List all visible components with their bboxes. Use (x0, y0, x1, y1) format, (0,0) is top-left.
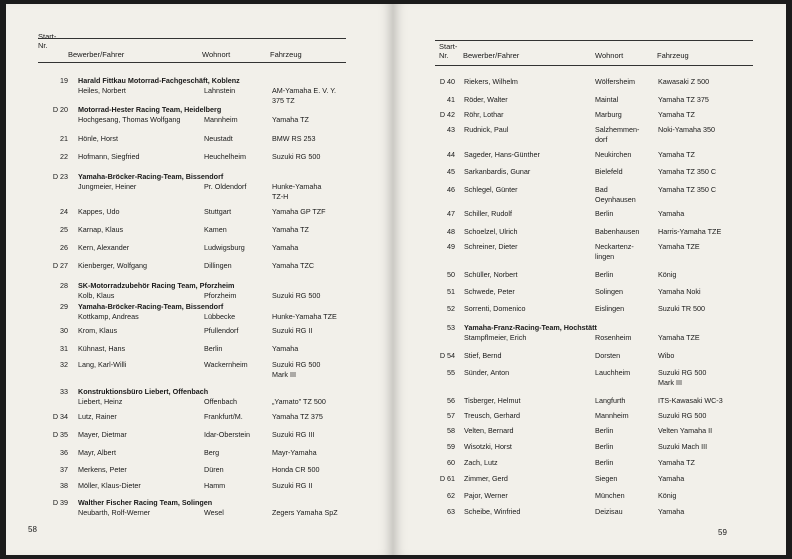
rider-name: Jungmeier, Heiner (78, 182, 137, 191)
header-rule-top (435, 40, 753, 41)
header-wohnort: Wohnort (595, 51, 624, 60)
fahrzeug: Yamaha TZE (658, 242, 700, 251)
rider-name: Hochgesang, Thomas Wolfgang (78, 115, 181, 124)
start-number: D 42 (439, 110, 455, 119)
rider-name: Sünder, Anton (464, 368, 510, 377)
fahrzeug: Yamaha GP TZF (272, 207, 326, 216)
rider-name: Kühnast, Hans (78, 344, 126, 353)
wohnort: Berlin (595, 426, 614, 435)
rider-name: Lang, Karl-Willi (78, 360, 127, 369)
fahrzeug: Suzuki RG 500 (658, 411, 707, 420)
wohnort: Ludwigsburg (204, 243, 245, 252)
start-number: 30 (60, 326, 68, 335)
start-number: 38 (60, 481, 68, 490)
rider-name: Rudnick, Paul (464, 125, 509, 134)
rider-name: Schlegel, Günter (464, 185, 518, 194)
fahrzeug: Yamaha TZ 375 (272, 412, 323, 421)
wohnort: Marburg (595, 110, 622, 119)
header-rule-bottom (435, 65, 753, 66)
wohnort: Kamen (204, 225, 227, 234)
fahrzeug: „Yamato" TZ 500 (272, 397, 326, 406)
rider-name: Sageder, Hans-Günther (464, 150, 540, 159)
wohnort: Siegen (595, 474, 618, 483)
fahrzeug: ITS-Kawasaki WC-3 (658, 396, 723, 405)
header-wohnort: Wohnort (202, 50, 231, 59)
start-number: 53 (447, 323, 455, 332)
right-page (393, 4, 786, 555)
start-number: 43 (447, 125, 455, 134)
rider-name: Sorrenti, Domenico (464, 304, 526, 313)
team-name: SK-Motorradzubehör Racing Team, Pforzheim (78, 281, 235, 290)
start-number: 51 (447, 287, 455, 296)
wohnort: Neustadt (204, 134, 233, 143)
start-number: 46 (447, 185, 455, 194)
rider-name: Lutz, Rainer (78, 412, 117, 421)
entry-row (393, 242, 786, 272)
start-number: 33 (60, 387, 68, 396)
wohnort: Eislingen (595, 304, 625, 313)
rider-name: Sarkanbardis, Gunar (464, 167, 531, 176)
fahrzeug: BMW RS 253 (272, 134, 316, 143)
rider-name: Stief, Bernd (464, 351, 502, 360)
wohnort: Rosenheim (595, 333, 632, 342)
start-number: 22 (60, 152, 68, 161)
rider-name: Tisberger, Helmut (464, 396, 521, 405)
fahrzeug-line2: Mark III (272, 370, 296, 379)
rider-name: Mayr, Albert (78, 448, 116, 457)
rider-name: Heiles, Norbert (78, 86, 126, 95)
page-number-right: 59 (718, 528, 727, 537)
rider-name: Schüller, Norbert (464, 270, 518, 279)
wohnort: Wesel (204, 508, 224, 517)
rider-name: Zimmer, Gerd (464, 474, 508, 483)
rider-name: Pajor, Werner (464, 491, 508, 500)
rider-name: Karnap, Klaus (78, 225, 124, 234)
rider-name: Schwede, Peter (464, 287, 515, 296)
rider-name: Schreiner, Dieter (464, 242, 518, 251)
rider-name: Hönle, Horst (78, 134, 118, 143)
wohnort: Lahnstein (204, 86, 236, 95)
start-number: 58 (447, 426, 455, 435)
wohnort: Lübbecke (204, 312, 236, 321)
rider-name: Schiller, Rudolf (464, 209, 512, 218)
start-number: 31 (60, 344, 68, 353)
left-page (6, 4, 393, 555)
start-number: D 34 (52, 412, 68, 421)
header-bewerber: Bewerber/Fahrer (463, 51, 520, 60)
entry-row (393, 507, 786, 537)
rider-name: Liebert, Heinz (78, 397, 123, 406)
fahrzeug: König (658, 491, 677, 500)
wohnort-line2: lingen (595, 252, 615, 261)
start-number: D 20 (52, 105, 68, 114)
team-name: Yamaha-Franz-Racing-Team, Hochstätt (464, 323, 597, 332)
wohnort: Mannheim (204, 115, 238, 124)
start-number: 21 (60, 134, 68, 143)
start-number: 47 (447, 209, 455, 218)
wohnort: Berlin (595, 442, 614, 451)
start-number: 52 (447, 304, 455, 313)
start-number: 36 (60, 448, 68, 457)
start-number: 48 (447, 227, 455, 236)
rider-name: Riekers, Wilhelm (464, 77, 518, 86)
wohnort: Offenbach (204, 397, 238, 406)
start-number: D 40 (439, 77, 455, 86)
rider-name: Treusch, Gerhard (464, 411, 521, 420)
start-number: 55 (447, 368, 455, 377)
entry-row (6, 76, 393, 106)
fahrzeug: Yamaha TZ (272, 115, 309, 124)
wohnort: Dorsten (595, 351, 621, 360)
fahrzeug: Yamaha (658, 209, 685, 218)
start-number: 25 (60, 225, 68, 234)
wohnort: Deizisau (595, 507, 623, 516)
wohnort-line2: Oeynhausen (595, 195, 636, 204)
wohnort: Berg (204, 448, 220, 457)
fahrzeug: König (658, 270, 677, 279)
header-fahrzeug: Fahrzeug (270, 50, 302, 59)
start-number: D 39 (52, 498, 68, 507)
fahrzeug-line2: TZ-H (272, 192, 289, 201)
fahrzeug: Yamaha TZ 350 C (658, 167, 717, 176)
rider-name: Röhr, Lothar (464, 110, 504, 119)
fahrzeug: Yamaha TZ (272, 225, 309, 234)
start-number: 59 (447, 442, 455, 451)
fahrzeug: Suzuki TR 500 (658, 304, 706, 313)
page-number-left: 58 (28, 525, 37, 534)
rider-name: Velten, Bernard (464, 426, 514, 435)
rider-name: Kienberger, Wolfgang (78, 261, 147, 270)
fahrzeug: Wibo (658, 351, 675, 360)
rider-name: Möller, Klaus-Dieter (78, 481, 141, 490)
entry-row (6, 360, 393, 390)
fahrzeug: Hunke-Yamaha (272, 182, 322, 191)
fahrzeug: Harris-Yamaha TZE (658, 227, 722, 236)
fahrzeug: Yamaha (658, 474, 685, 483)
fahrzeug: Hunke-Yamaha TZE (272, 312, 337, 321)
start-number: D 27 (52, 261, 68, 270)
header-start-nr: Start- Nr. (38, 32, 57, 50)
fahrzeug: Yamaha TZ (658, 458, 695, 467)
wohnort: Babenhausen (595, 227, 640, 236)
fahrzeug: Yamaha TZ 350 C (658, 185, 717, 194)
wohnort: Maintal (595, 95, 619, 104)
wohnort: Stuttgart (204, 207, 232, 216)
fahrzeug: Noki-Yamaha 350 (658, 125, 715, 134)
wohnort: Berlin (204, 344, 223, 353)
fahrzeug: Suzuki RG 500 (272, 152, 321, 161)
start-number: 19 (60, 76, 68, 85)
team-name: Yamaha-Bröcker-Racing-Team, Bissendorf (78, 302, 224, 311)
wohnort: Wackernheim (204, 360, 248, 369)
wohnort: Wölfersheim (595, 77, 635, 86)
start-number: D 35 (52, 430, 68, 439)
start-number: 32 (60, 360, 68, 369)
rider-name: Kottkamp, Andreas (78, 312, 139, 321)
rider-name: Kern, Alexander (78, 243, 130, 252)
rider-name: Merkens, Peter (78, 465, 127, 474)
wohnort: Neckartenz- (595, 242, 634, 251)
team-name: Motorrad-Hester Racing Team, Heidelberg (78, 105, 222, 114)
fahrzeug: Suzuki RG II (272, 481, 313, 490)
fahrzeug: Yamaha TZE (658, 333, 700, 342)
rider-name: Röder, Walter (464, 95, 508, 104)
team-name: Harald Fittkau Motorrad-Fachgeschäft, Koblenz (78, 76, 240, 85)
wohnort: Pr. Oldendorf (204, 182, 247, 191)
rider-name: Scheibe, Winfried (464, 507, 521, 516)
rider-name: Hofmann, Siegfried (78, 152, 140, 161)
wohnort: Heuchelheim (204, 152, 246, 161)
rider-name: Schoelzel, Ulrich (464, 227, 518, 236)
fahrzeug: Suzuki RG 500 (272, 360, 321, 369)
wohnort: Bielefeld (595, 167, 623, 176)
fahrzeug: Yamaha (272, 243, 299, 252)
team-name: Walther Fischer Racing Team, Solingen (78, 498, 213, 507)
fahrzeug: Honda CR 500 (272, 465, 320, 474)
start-number: 45 (447, 167, 455, 176)
fahrzeug: Yamaha (658, 507, 685, 516)
fahrzeug: AM-Yamaha E. V. Y. (272, 86, 337, 95)
start-number: 29 (60, 302, 68, 311)
fahrzeug: Suzuki RG 500 (272, 291, 321, 300)
entry-row (393, 323, 786, 353)
wohnort: Dillingen (204, 261, 232, 270)
wohnort: Pfullendorf (204, 326, 239, 335)
team-name: Konstruktionsbüro Liebert, Offenbach (78, 387, 209, 396)
rider-name: Krom, Klaus (78, 326, 118, 335)
team-name: Yamaha-Bröcker-Racing-Team, Bissendorf (78, 172, 224, 181)
start-number: 57 (447, 411, 455, 420)
wohnort: Frankfurt/M. (204, 412, 243, 421)
wohnort: München (595, 491, 625, 500)
wohnort: Hamm (204, 481, 226, 490)
fahrzeug: Yamaha TZ 375 (658, 95, 709, 104)
start-number: 50 (447, 270, 455, 279)
start-number: 41 (447, 95, 455, 104)
start-number: D 54 (439, 351, 455, 360)
rider-name: Stampflmeier, Erich (464, 333, 527, 342)
header-rule-top (38, 38, 346, 39)
fahrzeug: Yamaha TZ (658, 150, 695, 159)
header-start-nr: Start- Nr. (439, 42, 458, 60)
entry-row (6, 105, 393, 135)
start-number: 56 (447, 396, 455, 405)
start-number: 62 (447, 491, 455, 500)
wohnort: Neukirchen (595, 150, 632, 159)
wohnort: Lauchheim (595, 368, 631, 377)
fahrzeug: Kawasaki Z 500 (658, 77, 710, 86)
rider-name: Mayer, Dietmar (78, 430, 127, 439)
start-number: D 23 (52, 172, 68, 181)
wohnort: Berlin (595, 458, 614, 467)
fahrzeug-line2: 375 TZ (272, 96, 295, 105)
start-number: 49 (447, 242, 455, 251)
start-number: 28 (60, 281, 68, 290)
fahrzeug-line2: Mark III (658, 378, 682, 387)
wohnort: Berlin (595, 209, 614, 218)
fahrzeug: Suzuki RG III (272, 430, 315, 439)
wohnort: Pforzheim (204, 291, 237, 300)
entry-row (393, 368, 786, 398)
rider-name: Wisotzki, Horst (464, 442, 512, 451)
entry-row (6, 498, 393, 528)
wohnort: Langfurth (595, 396, 626, 405)
wohnort: Berlin (595, 270, 614, 279)
start-number: 63 (447, 507, 455, 516)
wohnort: Idar-Oberstein (204, 430, 250, 439)
wohnort: Solingen (595, 287, 623, 296)
fahrzeug: Yamaha Noki (658, 287, 701, 296)
rider-name: Kappes, Udo (78, 207, 120, 216)
header-bewerber: Bewerber/Fahrer (68, 50, 125, 59)
fahrzeug: Yamaha TZC (272, 261, 315, 270)
start-number: 26 (60, 243, 68, 252)
wohnort: Düren (204, 465, 224, 474)
fahrzeug: Suzuki Mach III (658, 442, 708, 451)
wohnort: Mannheim (595, 411, 629, 420)
header-fahrzeug: Fahrzeug (657, 51, 689, 60)
entry-row (6, 172, 393, 202)
start-number: 60 (447, 458, 455, 467)
start-number: 24 (60, 207, 68, 216)
fahrzeug: Yamaha (272, 344, 299, 353)
rider-name: Zach, Lutz (464, 458, 498, 467)
wohnort: Salzhemmen- (595, 125, 640, 134)
start-number: 37 (60, 465, 68, 474)
start-number: D 61 (439, 474, 455, 483)
rider-name: Neubarth, Rolf-Werner (78, 508, 151, 517)
wohnort: Bad (595, 185, 608, 194)
fahrzeug: Yamaha TZ (658, 110, 695, 119)
rider-name: Kolb, Klaus (78, 291, 115, 300)
fahrzeug: Suzuki RG II (272, 326, 313, 335)
header-rule-bottom (38, 62, 346, 63)
fahrzeug: Zegers Yamaha SpZ (272, 508, 338, 517)
start-number: 44 (447, 150, 455, 159)
fahrzeug: Velten Yamaha II (658, 426, 713, 435)
fahrzeug: Mayr-Yamaha (272, 448, 317, 457)
fahrzeug: Suzuki RG 500 (658, 368, 707, 377)
wohnort-line2: dorf (595, 135, 608, 144)
